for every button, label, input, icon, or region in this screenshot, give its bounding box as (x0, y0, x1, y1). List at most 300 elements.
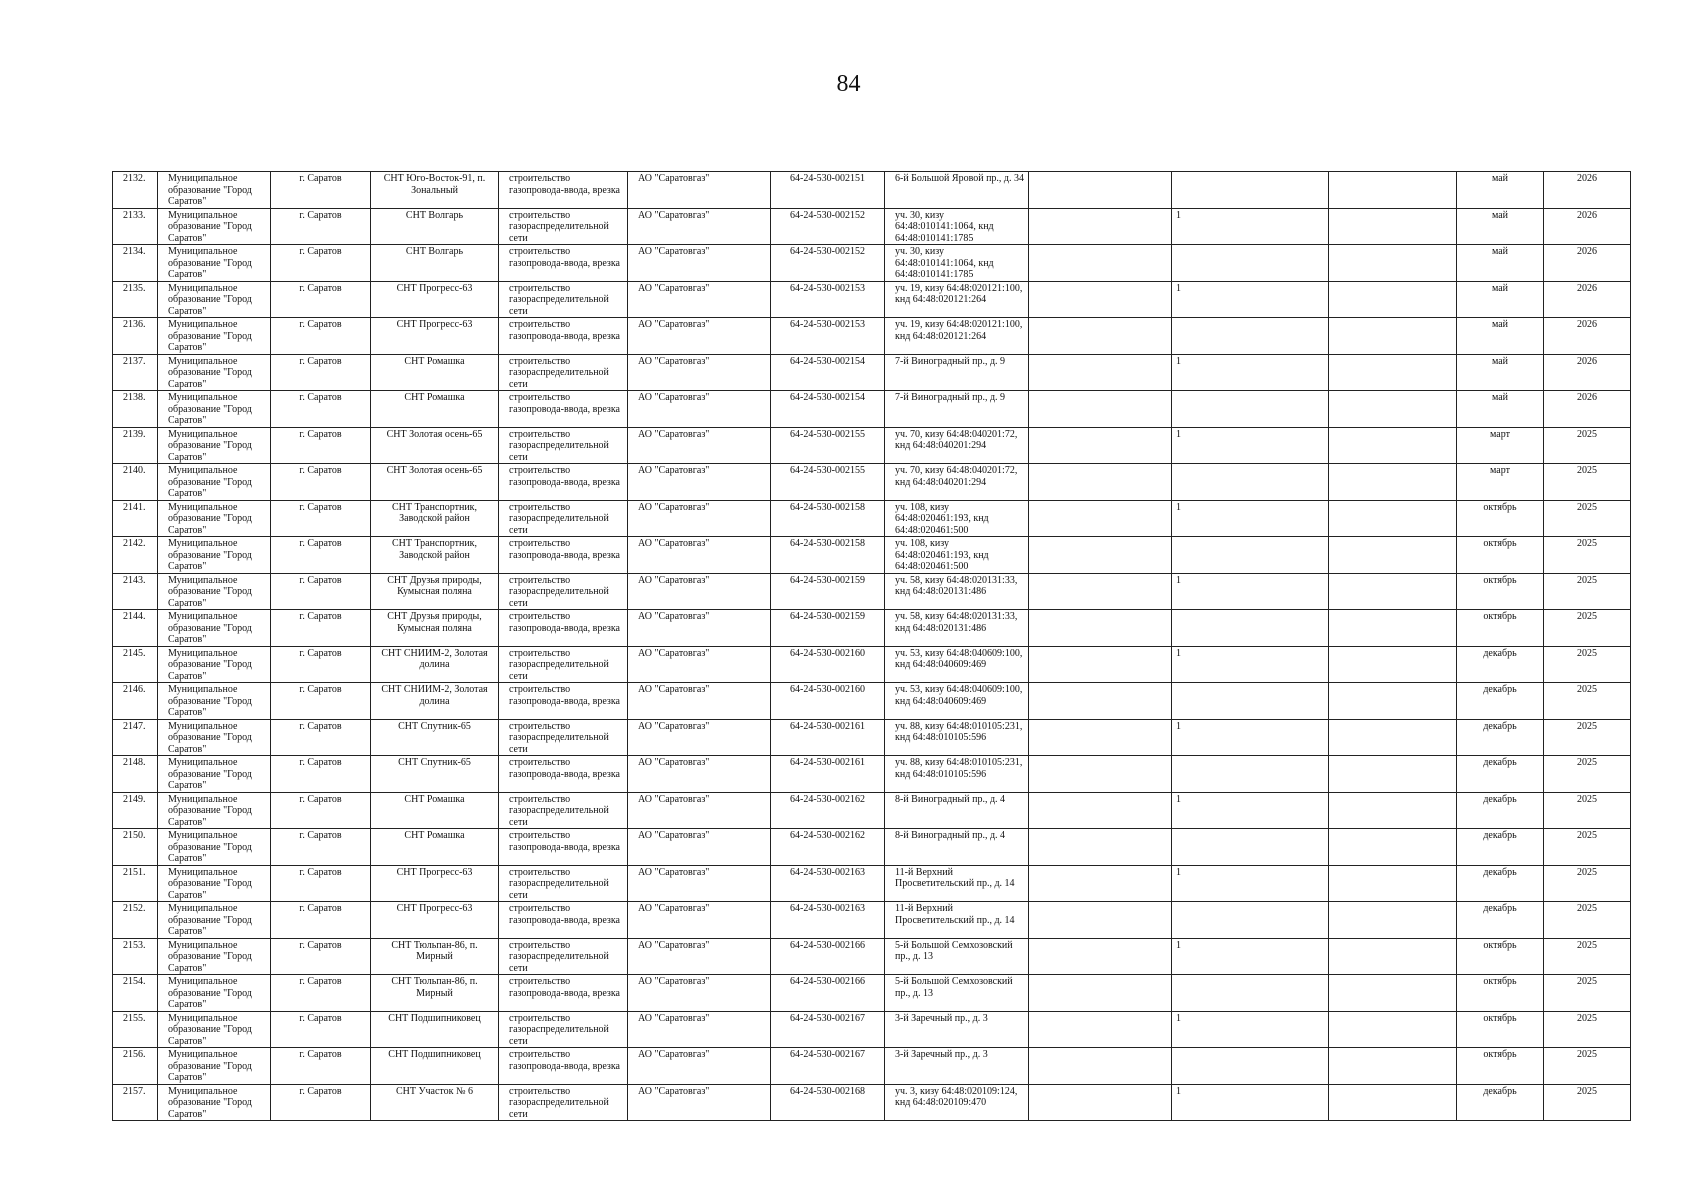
extra-cell-2 (1329, 792, 1457, 829)
work-type-cell: строительство газопровода-ввода, врезка (499, 245, 628, 282)
extra-cell-2 (1329, 719, 1457, 756)
row-number-cell: 2138. (113, 391, 158, 428)
extra-cell-1 (1029, 975, 1172, 1012)
count-cell (1172, 172, 1329, 209)
extra-cell-1 (1029, 245, 1172, 282)
city-cell: г. Саратов (271, 792, 371, 829)
extra-cell-1 (1029, 646, 1172, 683)
extra-cell-1 (1029, 464, 1172, 501)
snt-cell: СНТ Спутник-65 (371, 756, 499, 793)
extra-cell-2 (1329, 281, 1457, 318)
extra-cell-1 (1029, 354, 1172, 391)
count-cell (1172, 829, 1329, 866)
month-cell: октябрь (1457, 938, 1544, 975)
snt-cell: СНТ Друзья природы, Кумысная поляна (371, 610, 499, 647)
extra-cell-2 (1329, 938, 1457, 975)
municipality-cell: Муниципальное образование "Город Саратов" (158, 756, 271, 793)
city-cell: г. Саратов (271, 537, 371, 574)
row-number-cell: 2140. (113, 464, 158, 501)
organization-cell: АО "Саратовгаз" (628, 464, 771, 501)
extra-cell-1 (1029, 537, 1172, 574)
year-cell: 2025 (1544, 610, 1631, 647)
address-cell: 5-й Большой Семхозовский пр., д. 13 (885, 938, 1029, 975)
address-cell: уч. 53, кизу 64:48:040609:100, кнд 64:48:040609:469 (885, 646, 1029, 683)
extra-cell-2 (1329, 902, 1457, 939)
extra-cell-2 (1329, 537, 1457, 574)
address-cell: уч. 70, кизу 64:48:040201:72, кнд 64:48:040201:294 (885, 464, 1029, 501)
work-type-cell: строительство газораспределительной сети (499, 354, 628, 391)
work-type-cell: строительство газораспределительной сети (499, 719, 628, 756)
city-cell: г. Саратов (271, 354, 371, 391)
organization-cell: АО "Саратовгаз" (628, 172, 771, 209)
extra-cell-2 (1329, 865, 1457, 902)
snt-cell: СНТ Ромашка (371, 354, 499, 391)
count-cell (1172, 1048, 1329, 1085)
municipality-cell: Муниципальное образование "Город Саратов" (158, 208, 271, 245)
address-cell: 3-й Заречный пр., д. 3 (885, 1048, 1029, 1085)
month-cell: май (1457, 172, 1544, 209)
snt-cell: СНТ Транспортник, Заводской район (371, 537, 499, 574)
count-cell (1172, 464, 1329, 501)
extra-cell-2 (1329, 573, 1457, 610)
year-cell: 2025 (1544, 756, 1631, 793)
work-type-cell: строительство газопровода-ввода, врезка (499, 756, 628, 793)
year-cell: 2025 (1544, 537, 1631, 574)
table-row (113, 938, 1631, 975)
municipality-cell: Муниципальное образование "Город Саратов" (158, 281, 271, 318)
city-cell: г. Саратов (271, 172, 371, 209)
address-cell: уч. 70, кизу 64:48:040201:72, кнд 64:48:040201:294 (885, 427, 1029, 464)
work-type-cell: строительство газопровода-ввода, врезка (499, 975, 628, 1012)
row-number-cell: 2146. (113, 683, 158, 720)
month-cell: декабрь (1457, 865, 1544, 902)
year-cell: 2026 (1544, 245, 1631, 282)
address-cell: уч. 53, кизу 64:48:040609:100, кнд 64:48:040609:469 (885, 683, 1029, 720)
extra-cell-1 (1029, 1084, 1172, 1121)
extra-cell-2 (1329, 1048, 1457, 1085)
snt-cell: СНТ Тюльпан-86, п. Мирный (371, 975, 499, 1012)
registry-number-cell: 64-24-530-002152 (771, 245, 885, 282)
address-cell: уч. 30, кизу 64:48:010141:1064, кнд 64:48:010141:1785 (885, 208, 1029, 245)
year-cell: 2025 (1544, 646, 1631, 683)
snt-cell: СНТ Волгарь (371, 208, 499, 245)
row-number-cell: 2147. (113, 719, 158, 756)
count-cell: 1 (1172, 1084, 1329, 1121)
snt-cell: СНТ Юго-Восток-91, п. Зональный (371, 172, 499, 209)
count-cell (1172, 756, 1329, 793)
count-cell (1172, 537, 1329, 574)
registry-number-cell: 64-24-530-002162 (771, 792, 885, 829)
table-row (113, 1084, 1631, 1121)
row-number-cell: 2157. (113, 1084, 158, 1121)
organization-cell: АО "Саратовгаз" (628, 391, 771, 428)
extra-cell-1 (1029, 500, 1172, 537)
address-cell: 8-й Виноградный пр., д. 4 (885, 829, 1029, 866)
extra-cell-2 (1329, 646, 1457, 683)
extra-cell-1 (1029, 573, 1172, 610)
municipality-cell: Муниципальное образование "Город Саратов" (158, 719, 271, 756)
year-cell: 2025 (1544, 938, 1631, 975)
month-cell: май (1457, 245, 1544, 282)
count-cell: 1 (1172, 500, 1329, 537)
extra-cell-1 (1029, 281, 1172, 318)
registry-number-cell: 64-24-530-002153 (771, 318, 885, 355)
year-cell: 2025 (1544, 975, 1631, 1012)
table-row (113, 719, 1631, 756)
registry-number-cell: 64-24-530-002155 (771, 427, 885, 464)
extra-cell-2 (1329, 829, 1457, 866)
work-type-cell: строительство газопровода-ввода, врезка (499, 172, 628, 209)
month-cell: май (1457, 391, 1544, 428)
municipality-cell: Муниципальное образование "Город Саратов" (158, 1084, 271, 1121)
row-number-cell: 2141. (113, 500, 158, 537)
city-cell: г. Саратов (271, 208, 371, 245)
table-row (113, 646, 1631, 683)
registry-number-cell: 64-24-530-002154 (771, 354, 885, 391)
work-type-cell: строительство газопровода-ввода, врезка (499, 1048, 628, 1085)
address-cell: 8-й Виноградный пр., д. 4 (885, 792, 1029, 829)
extra-cell-1 (1029, 1011, 1172, 1048)
count-cell: 1 (1172, 1011, 1329, 1048)
address-cell: уч. 30, кизу 64:48:010141:1064, кнд 64:48:010141:1785 (885, 245, 1029, 282)
organization-cell: АО "Саратовгаз" (628, 500, 771, 537)
city-cell: г. Саратов (271, 829, 371, 866)
registry-number-cell: 64-24-530-002155 (771, 464, 885, 501)
row-number-cell: 2154. (113, 975, 158, 1012)
year-cell: 2025 (1544, 719, 1631, 756)
table-row (113, 792, 1631, 829)
year-cell: 2025 (1544, 902, 1631, 939)
snt-cell: СНТ Прогресс-63 (371, 281, 499, 318)
work-type-cell: строительство газопровода-ввода, врезка (499, 683, 628, 720)
row-number-cell: 2143. (113, 573, 158, 610)
extra-cell-1 (1029, 1048, 1172, 1085)
registry-number-cell: 64-24-530-002167 (771, 1048, 885, 1085)
year-cell: 2026 (1544, 281, 1631, 318)
extra-cell-1 (1029, 427, 1172, 464)
table-row (113, 610, 1631, 647)
table-row (113, 683, 1631, 720)
table-row (113, 245, 1631, 282)
extra-cell-2 (1329, 1011, 1457, 1048)
month-cell: октябрь (1457, 975, 1544, 1012)
count-cell (1172, 683, 1329, 720)
extra-cell-1 (1029, 938, 1172, 975)
year-cell: 2025 (1544, 865, 1631, 902)
work-type-cell: строительство газопровода-ввода, врезка (499, 464, 628, 501)
work-type-cell: строительство газопровода-ввода, врезка (499, 318, 628, 355)
organization-cell: АО "Саратовгаз" (628, 318, 771, 355)
extra-cell-2 (1329, 354, 1457, 391)
extra-cell-2 (1329, 500, 1457, 537)
snt-cell: СНТ Прогресс-63 (371, 318, 499, 355)
city-cell: г. Саратов (271, 1011, 371, 1048)
table-row (113, 281, 1631, 318)
month-cell: октябрь (1457, 1048, 1544, 1085)
month-cell: май (1457, 354, 1544, 391)
municipality-cell: Муниципальное образование "Город Саратов" (158, 172, 271, 209)
snt-cell: СНТ Золотая осень-65 (371, 464, 499, 501)
work-type-cell: строительство газораспределительной сети (499, 646, 628, 683)
extra-cell-2 (1329, 245, 1457, 282)
month-cell: май (1457, 208, 1544, 245)
city-cell: г. Саратов (271, 975, 371, 1012)
city-cell: г. Саратов (271, 318, 371, 355)
table-row (113, 902, 1631, 939)
count-cell: 1 (1172, 208, 1329, 245)
registry-number-cell: 64-24-530-002153 (771, 281, 885, 318)
organization-cell: АО "Саратовгаз" (628, 1084, 771, 1121)
work-type-cell: строительство газораспределительной сети (499, 865, 628, 902)
registry-number-cell: 64-24-530-002163 (771, 865, 885, 902)
address-cell: 6-й Большой Яровой пр., д. 34 (885, 172, 1029, 209)
extra-cell-1 (1029, 902, 1172, 939)
city-cell: г. Саратов (271, 1084, 371, 1121)
row-number-cell: 2136. (113, 318, 158, 355)
snt-cell: СНТ СНИИМ-2, Золотая долина (371, 646, 499, 683)
year-cell: 2025 (1544, 1084, 1631, 1121)
month-cell: декабрь (1457, 719, 1544, 756)
month-cell: октябрь (1457, 537, 1544, 574)
registry-number-cell: 64-24-530-002162 (771, 829, 885, 866)
municipality-cell: Муниципальное образование "Город Саратов" (158, 1048, 271, 1085)
work-type-cell: строительство газораспределительной сети (499, 573, 628, 610)
work-type-cell: строительство газопровода-ввода, врезка (499, 610, 628, 647)
row-number-cell: 2134. (113, 245, 158, 282)
municipality-cell: Муниципальное образование "Город Саратов" (158, 975, 271, 1012)
extra-cell-2 (1329, 427, 1457, 464)
extra-cell-2 (1329, 1084, 1457, 1121)
municipality-cell: Муниципальное образование "Город Саратов" (158, 427, 271, 464)
snt-cell: СНТ Транспортник, Заводской район (371, 500, 499, 537)
registry-number-cell: 64-24-530-002161 (771, 756, 885, 793)
city-cell: г. Саратов (271, 1048, 371, 1085)
municipality-cell: Муниципальное образование "Город Саратов" (158, 938, 271, 975)
month-cell: май (1457, 318, 1544, 355)
municipality-cell: Муниципальное образование "Город Саратов" (158, 245, 271, 282)
organization-cell: АО "Саратовгаз" (628, 902, 771, 939)
year-cell: 2025 (1544, 1048, 1631, 1085)
registry-number-cell: 64-24-530-002166 (771, 938, 885, 975)
address-cell: уч. 58, кизу 64:48:020131:33, кнд 64:48:020131:486 (885, 610, 1029, 647)
registry-number-cell: 64-24-530-002160 (771, 646, 885, 683)
city-cell: г. Саратов (271, 646, 371, 683)
month-cell: октябрь (1457, 610, 1544, 647)
row-number-cell: 2153. (113, 938, 158, 975)
organization-cell: АО "Саратовгаз" (628, 756, 771, 793)
municipality-cell: Муниципальное образование "Город Саратов" (158, 464, 271, 501)
organization-cell: АО "Саратовгаз" (628, 537, 771, 574)
snt-cell: СНТ Тюльпан-86, п. Мирный (371, 938, 499, 975)
extra-cell-1 (1029, 865, 1172, 902)
registry-number-cell: 64-24-530-002161 (771, 719, 885, 756)
year-cell: 2026 (1544, 172, 1631, 209)
year-cell: 2025 (1544, 792, 1631, 829)
registry-number-cell: 64-24-530-002159 (771, 610, 885, 647)
row-number-cell: 2150. (113, 829, 158, 866)
extra-cell-2 (1329, 172, 1457, 209)
row-number-cell: 2156. (113, 1048, 158, 1085)
work-type-cell: строительство газопровода-ввода, врезка (499, 902, 628, 939)
extra-cell-1 (1029, 756, 1172, 793)
organization-cell: АО "Саратовгаз" (628, 683, 771, 720)
address-cell: уч. 19, кизу 64:48:020121:100, кнд 64:48:020121:264 (885, 281, 1029, 318)
page-number: 84 (836, 71, 861, 97)
table-row (113, 354, 1631, 391)
city-cell: г. Саратов (271, 464, 371, 501)
municipality-cell: Муниципальное образование "Город Саратов" (158, 865, 271, 902)
municipality-cell: Муниципальное образование "Город Саратов" (158, 610, 271, 647)
table-row (113, 391, 1631, 428)
month-cell: декабрь (1457, 902, 1544, 939)
address-cell: уч. 3, кизу 64:48:020109:124, кнд 64:48:020109:470 (885, 1084, 1029, 1121)
address-cell: уч. 19, кизу 64:48:020121:100, кнд 64:48:020121:264 (885, 318, 1029, 355)
address-cell: 3-й Заречный пр., д. 3 (885, 1011, 1029, 1048)
month-cell: декабрь (1457, 646, 1544, 683)
extra-cell-1 (1029, 208, 1172, 245)
municipality-cell: Муниципальное образование "Город Саратов" (158, 318, 271, 355)
table-row (113, 208, 1631, 245)
month-cell: октябрь (1457, 1011, 1544, 1048)
work-type-cell: строительство газораспределительной сети (499, 208, 628, 245)
month-cell: октябрь (1457, 573, 1544, 610)
count-cell: 1 (1172, 719, 1329, 756)
registry-number-cell: 64-24-530-002158 (771, 500, 885, 537)
work-type-cell: строительство газораспределительной сети (499, 281, 628, 318)
count-cell: 1 (1172, 938, 1329, 975)
work-type-cell: строительство газораспределительной сети (499, 427, 628, 464)
work-type-cell: строительство газораспределительной сети (499, 500, 628, 537)
count-cell (1172, 610, 1329, 647)
registry-number-cell: 64-24-530-002160 (771, 683, 885, 720)
organization-cell: АО "Саратовгаз" (628, 281, 771, 318)
table-row (113, 427, 1631, 464)
table-row (113, 318, 1631, 355)
year-cell: 2025 (1544, 573, 1631, 610)
year-cell: 2026 (1544, 318, 1631, 355)
organization-cell: АО "Саратовгаз" (628, 646, 771, 683)
row-number-cell: 2148. (113, 756, 158, 793)
extra-cell-2 (1329, 208, 1457, 245)
row-number-cell: 2151. (113, 865, 158, 902)
table-row (113, 573, 1631, 610)
table-body (113, 172, 1631, 1121)
city-cell: г. Саратов (271, 281, 371, 318)
count-cell (1172, 318, 1329, 355)
snt-cell: СНТ Прогресс-63 (371, 902, 499, 939)
count-cell: 1 (1172, 573, 1329, 610)
count-cell: 1 (1172, 281, 1329, 318)
year-cell: 2025 (1544, 427, 1631, 464)
extra-cell-2 (1329, 683, 1457, 720)
snt-cell: СНТ Ромашка (371, 829, 499, 866)
municipality-cell: Муниципальное образование "Город Саратов" (158, 573, 271, 610)
municipality-cell: Муниципальное образование "Город Саратов" (158, 683, 271, 720)
municipality-cell: Муниципальное образование "Город Саратов" (158, 902, 271, 939)
organization-cell: АО "Саратовгаз" (628, 975, 771, 1012)
row-number-cell: 2152. (113, 902, 158, 939)
records-table (112, 171, 1631, 1121)
month-cell: май (1457, 281, 1544, 318)
snt-cell: СНТ Спутник-65 (371, 719, 499, 756)
extra-cell-1 (1029, 829, 1172, 866)
address-cell: уч. 88, кизу 64:48:010105:231, кнд 64:48:010105:596 (885, 756, 1029, 793)
count-cell: 1 (1172, 792, 1329, 829)
organization-cell: АО "Саратовгаз" (628, 1048, 771, 1085)
address-cell: 7-й Виноградный пр., д. 9 (885, 354, 1029, 391)
address-cell: 7-й Виноградный пр., д. 9 (885, 391, 1029, 428)
registry-number-cell: 64-24-530-002152 (771, 208, 885, 245)
year-cell: 2026 (1544, 208, 1631, 245)
city-cell: г. Саратов (271, 391, 371, 428)
count-cell: 1 (1172, 646, 1329, 683)
work-type-cell: строительство газораспределительной сети (499, 938, 628, 975)
extra-cell-2 (1329, 756, 1457, 793)
snt-cell: СНТ Участок № 6 (371, 1084, 499, 1121)
organization-cell: АО "Саратовгаз" (628, 354, 771, 391)
snt-cell: СНТ Ромашка (371, 391, 499, 428)
extra-cell-2 (1329, 610, 1457, 647)
year-cell: 2025 (1544, 683, 1631, 720)
count-cell (1172, 245, 1329, 282)
extra-cell-1 (1029, 610, 1172, 647)
municipality-cell: Муниципальное образование "Город Саратов" (158, 391, 271, 428)
count-cell: 1 (1172, 354, 1329, 391)
table-row (113, 537, 1631, 574)
month-cell: март (1457, 427, 1544, 464)
extra-cell-1 (1029, 172, 1172, 209)
snt-cell: СНТ Золотая осень-65 (371, 427, 499, 464)
city-cell: г. Саратов (271, 500, 371, 537)
extra-cell-1 (1029, 683, 1172, 720)
address-cell: 5-й Большой Семхозовский пр., д. 13 (885, 975, 1029, 1012)
municipality-cell: Муниципальное образование "Город Саратов" (158, 792, 271, 829)
address-cell: 11-й Верхний Просветительский пр., д. 14 (885, 865, 1029, 902)
month-cell: декабрь (1457, 756, 1544, 793)
year-cell: 2025 (1544, 500, 1631, 537)
organization-cell: АО "Саратовгаз" (628, 792, 771, 829)
month-cell: декабрь (1457, 683, 1544, 720)
row-number-cell: 2133. (113, 208, 158, 245)
extra-cell-1 (1029, 318, 1172, 355)
city-cell: г. Саратов (271, 573, 371, 610)
city-cell: г. Саратов (271, 756, 371, 793)
row-number-cell: 2144. (113, 610, 158, 647)
count-cell (1172, 391, 1329, 428)
city-cell: г. Саратов (271, 719, 371, 756)
address-cell: уч. 88, кизу 64:48:010105:231, кнд 64:48:010105:596 (885, 719, 1029, 756)
work-type-cell: строительство газораспределительной сети (499, 792, 628, 829)
city-cell: г. Саратов (271, 902, 371, 939)
organization-cell: АО "Саратовгаз" (628, 719, 771, 756)
table-row (113, 756, 1631, 793)
count-cell (1172, 902, 1329, 939)
table-row (113, 500, 1631, 537)
row-number-cell: 2135. (113, 281, 158, 318)
registry-number-cell: 64-24-530-002168 (771, 1084, 885, 1121)
year-cell: 2025 (1544, 464, 1631, 501)
count-cell (1172, 975, 1329, 1012)
organization-cell: АО "Саратовгаз" (628, 245, 771, 282)
snt-cell: СНТ СНИИМ-2, Золотая долина (371, 683, 499, 720)
snt-cell: СНТ Волгарь (371, 245, 499, 282)
organization-cell: АО "Саратовгаз" (628, 1011, 771, 1048)
address-cell: уч. 108, кизу 64:48:020461:193, кнд 64:48:020461:500 (885, 500, 1029, 537)
month-cell: март (1457, 464, 1544, 501)
organization-cell: АО "Саратовгаз" (628, 427, 771, 464)
snt-cell: СНТ Прогресс-63 (371, 865, 499, 902)
address-cell: 11-й Верхний Просветительский пр., д. 14 (885, 902, 1029, 939)
